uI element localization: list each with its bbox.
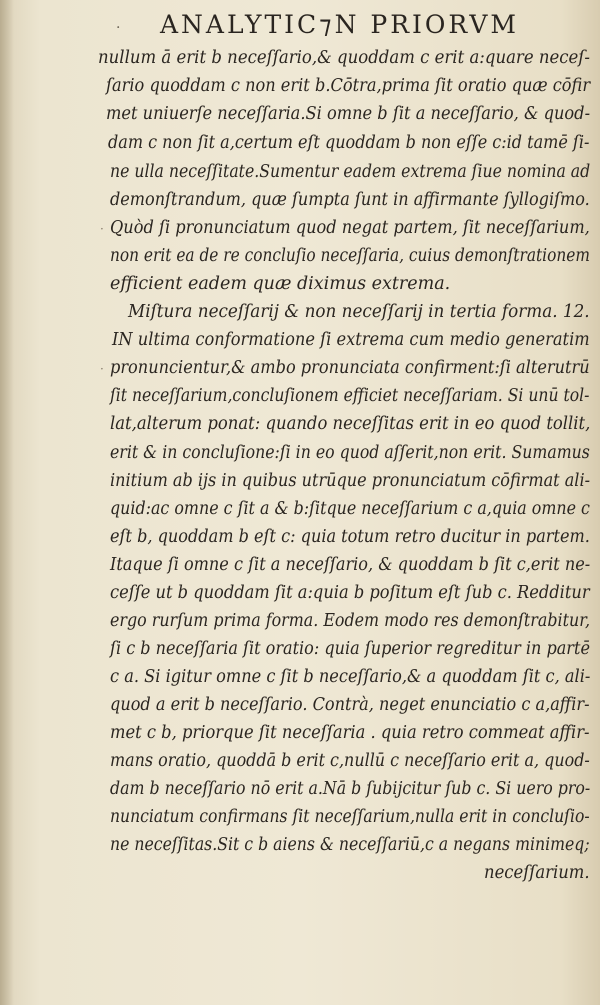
text-line: nunciatum confirmans ſit neceſſarium,nulla erit in concluſio- — [110, 807, 590, 827]
text-line: dam c non ſit a,certum eſt quoddam b non eſſe c:id tamē ſi- — [108, 133, 590, 153]
text-line: ſi c b neceſſaria ſit oratio: quia ſuperior regreditur in partē — [110, 639, 590, 659]
text-line: dam b neceſſario nō erit a.Nā b ſubijcitur ſub c. Si uero pro- — [110, 779, 591, 799]
text-line: c a. Si igitur omne c ſit b neceſſario,& a quoddam ſit c, ali- — [110, 667, 591, 687]
text-line: mans oratio, quoddā b erit c,nullū c neceſſario erit a, quod- — [110, 751, 590, 771]
text-line: IN ultima conformatione ſi extrema cum medio generatim — [112, 330, 590, 350]
text-line: ne ulla neceſſitate.Sumentur eadem extrema ſiue nomina ad — [110, 162, 591, 182]
text-line: met c b, priorque ſit neceſſaria . quia retro commeat affir- — [110, 723, 590, 743]
text-line: ſit neceſſarium,concluſionem efficiet neceſſariam. Si unū tol- — [110, 386, 590, 406]
text-line: ne neceſſitas.Sit c b aiens & neceſſariū,c a negans minimeq; — [110, 835, 590, 855]
text-line: eſt b, quoddam b eſt c: quia totum retro ducitur in partem. — [110, 527, 590, 547]
text-line: nullum ā erit b neceſſario,& quoddam c erit a:quare neceſ- — [98, 48, 591, 68]
text-line: demonſtrandum, quæ ſumpta ſunt in affirmante ſyllogiſmo. — [110, 190, 590, 210]
text-line: pronuncientur,& ambo pronunciata confirment:ſi alterutrū — [110, 358, 590, 378]
margin-mark: · — [100, 362, 104, 376]
text-line: lat,alterum ponat: quando neceſſitas erit in eo quod tollit, — [110, 414, 591, 434]
text-line: ergo rurſum prima forma. Eodem modo res demonſtrabitur, — [110, 611, 591, 631]
text-line: neceſſarium. — [484, 863, 590, 883]
text-line: ceſſe ut b quoddam ſit a:quia b poſitum eſt ſub c. Redditur — [110, 583, 590, 603]
text-line: ſario quoddam c non erit b.Cōtra,prima ſit oratio quæ cōfir — [106, 76, 591, 96]
text-line: quod a erit b neceſſario. Contrà, neget enunciatio c a,affir- — [110, 695, 590, 715]
text-line: met uniuerſe neceſſaria.Si omne b ſit a neceſſario, & quod- — [106, 104, 591, 124]
text-line: quid:ac omne c ſit a & b:ſitque neceſſarium c a,quia omne c — [110, 499, 590, 519]
text-line: Quòd ſi pronunciatum quod negat partem, ſit neceſſarium, — [110, 218, 590, 238]
running-head-mark: · — [116, 20, 121, 36]
text-line: initium ab ijs in quibus utrūque pronunciatum cōfirmat ali- — [110, 471, 591, 491]
text-line: erit & in concluſione:ſi in eo quod aſſerit,non erit. Sumamus — [110, 443, 590, 463]
text-line: non erit ea de re concluſio neceſſaria, cuius demonſtrationem — [110, 246, 590, 266]
margin-mark: · — [100, 222, 104, 236]
section-heading: Miſtura neceſſarij & non neceſſarij in tertia forma. 12. — [128, 302, 590, 322]
text-line: Itaque ſi omne c ſit a neceſſario, & quoddam b ſit c,erit ne- — [110, 555, 591, 575]
running-head-title: ANALYTIC⁊N PRIORVM — [160, 10, 520, 39]
text-line: efficient eadem quæ diximus extrema. — [110, 274, 451, 294]
